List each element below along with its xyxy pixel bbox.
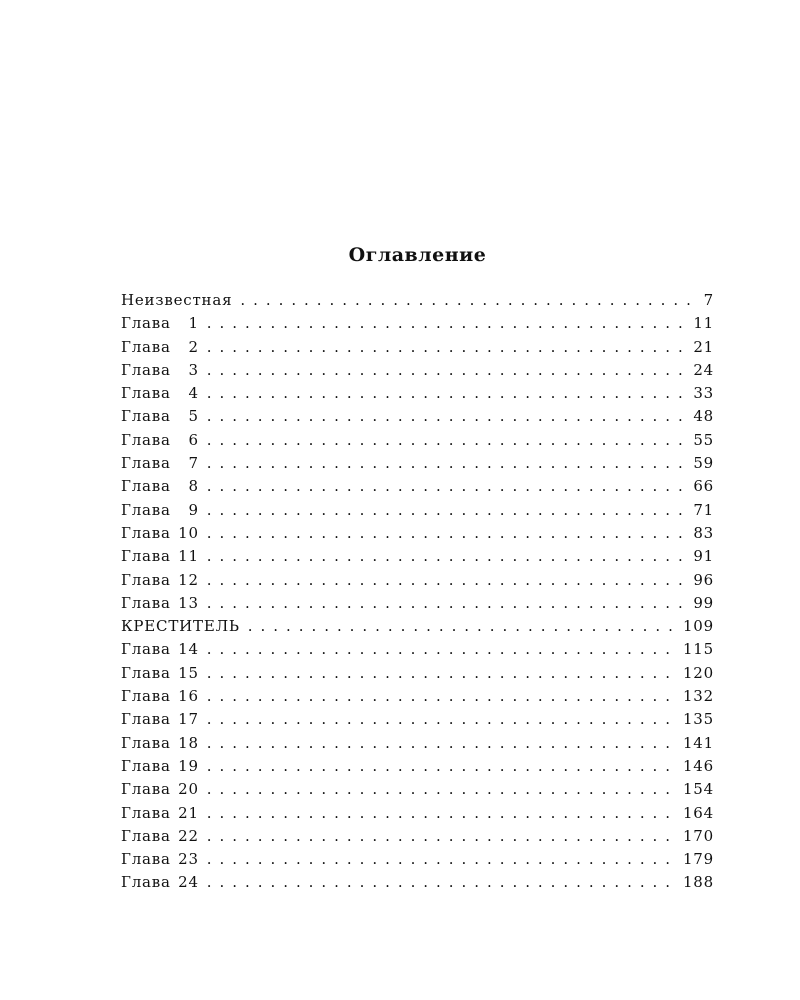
toc-page-number: 24 [693,360,714,379]
toc-entry-label [121,592,199,615]
toc-entry-number: 4 [188,384,199,403]
toc-entry-title: Глава [121,360,171,379]
dot-leader [207,405,690,428]
toc-entry-title: КРЕСТИТЕЛЬ [121,617,240,636]
dot-leader [207,778,679,801]
dot-leader [207,848,679,871]
toc-entry[interactable] [121,312,714,335]
toc-page-number: 109 [682,617,714,636]
toc-entry[interactable] [121,755,714,778]
toc-page-number: 83 [693,523,714,542]
dot-leader [207,359,690,382]
dot-leader [207,545,690,568]
toc-entry-number: 14 [178,640,199,659]
toc-entry-label [121,685,199,708]
toc-page-number: 146 [682,756,714,775]
toc-page-number: 91 [693,547,714,566]
toc-entry[interactable] [121,871,714,894]
toc-entry-number: 1 [188,314,199,333]
toc-page-number: 96 [693,570,714,589]
toc-entry-label [121,405,199,428]
toc-entry-title: Глава [121,756,171,775]
toc-page-number: 141 [682,733,714,752]
toc-entry-title: Глава [121,803,171,822]
toc-entry[interactable] [121,569,714,592]
toc-entry-label [121,569,199,592]
toc-page-number: 115 [682,640,714,659]
toc-entry-number: 23 [178,850,199,869]
toc-entry-label [121,778,199,801]
toc-entry[interactable] [121,662,714,685]
dot-leader [207,499,690,522]
dot-leader [207,755,679,778]
toc-entry-title: Глава [121,430,171,449]
toc-entry[interactable] [121,522,714,545]
dot-leader [207,871,679,894]
toc-entry-label [121,545,199,568]
toc-entry-label [121,871,199,894]
dot-leader [207,522,690,545]
toc-page-number: 99 [693,593,714,612]
dot-leader [248,615,679,638]
dot-leader [240,289,699,312]
toc-entry-number: 21 [178,803,199,822]
toc-entry-label [121,336,199,359]
toc-page-number: 66 [693,477,714,496]
table-of-contents [121,289,714,895]
dot-leader [207,662,679,685]
toc-entry[interactable] [121,452,714,475]
toc-entry[interactable] [121,405,714,428]
toc-entry[interactable] [121,545,714,568]
toc-page-number: 120 [682,663,714,682]
dot-leader [207,429,690,452]
toc-entry-title: Глава [121,710,171,729]
toc-entry-number: 2 [188,337,199,356]
toc-entry-label [121,429,199,452]
toc-entry[interactable] [121,638,714,661]
toc-entry-label [121,848,199,871]
dot-leader [207,592,690,615]
toc-entry-title: Глава [121,873,171,892]
toc-entry-label [121,802,199,825]
toc-page-number: 7 [703,291,714,309]
toc-entry-title: Глава [121,687,171,706]
toc-page-number: 170 [682,826,714,845]
toc-entry[interactable] [121,336,714,359]
toc-page-number: 55 [693,430,714,449]
toc-page-number: 164 [682,803,714,822]
toc-entry-title: Глава [121,384,171,403]
dot-leader [207,475,690,498]
toc-entry-label [121,359,199,382]
toc-entry-label [121,638,199,661]
toc-entry[interactable] [121,592,714,615]
toc-entry-title: Глава [121,593,171,612]
toc-entry-title: Неизвестная [121,291,233,309]
toc-entry-label [121,662,199,685]
toc-entry-number: 20 [178,780,199,799]
toc-entry[interactable] [121,732,714,755]
toc-entry-number: 10 [178,523,199,542]
toc-entry-title: Глава [121,826,171,845]
toc-entry-label [121,732,199,755]
dot-leader [207,452,690,475]
toc-entry-title: Глава [121,547,171,566]
dot-leader [207,569,690,592]
dot-leader [207,638,679,661]
toc-entry-number: 18 [178,733,199,752]
toc-entry[interactable] [121,289,714,312]
toc-entry-label [121,499,199,522]
toc-entry[interactable] [121,382,714,405]
toc-entry-title: Глава [121,500,171,519]
toc-entry[interactable] [121,685,714,708]
toc-page-number: 48 [693,407,714,426]
toc-entry[interactable] [121,429,714,452]
page-title: Оглавление [348,244,487,266]
toc-entry-label [121,289,232,312]
toc-entry-title: Глава [121,477,171,496]
dot-leader [207,336,690,359]
toc-entry-label [121,755,199,778]
toc-page-number: 188 [682,873,714,892]
toc-entry-label [121,452,199,475]
dot-leader [207,732,679,755]
dot-leader [207,382,690,405]
toc-page-number: 21 [693,337,714,356]
toc-entry[interactable] [121,359,714,382]
toc-entry-number: 3 [188,360,199,379]
toc-entry-label [121,382,199,405]
toc-entry-number: 12 [178,570,199,589]
toc-page-number: 179 [682,850,714,869]
toc-page-number: 59 [693,454,714,473]
dot-leader [207,312,690,335]
dot-leader [207,708,679,731]
toc-entry-title: Глава [121,337,171,356]
toc-entry-title: Глава [121,780,171,799]
toc-entry-title: Глава [121,663,171,682]
toc-entry-number: 24 [178,873,199,892]
toc-page-number: 154 [682,780,714,799]
toc-entry-number: 15 [178,663,199,682]
toc-page-number: 71 [693,500,714,519]
toc-entry-label [121,522,199,545]
toc-entry-label [121,708,199,731]
toc-entry[interactable] [121,499,714,522]
toc-page-number: 135 [682,710,714,729]
toc-entry-label [121,312,199,335]
dot-leader [207,825,679,848]
toc-entry-number: 17 [178,710,199,729]
toc-entry-title: Глава [121,523,171,542]
dot-leader [207,685,679,708]
dot-leader [207,802,679,825]
toc-entry-number: 16 [178,687,199,706]
toc-page-number: 132 [682,687,714,706]
toc-entry-number: 22 [178,826,199,845]
toc-entry-number: 11 [178,547,199,566]
toc-entry-label [121,615,240,638]
toc-entry[interactable] [121,802,714,825]
toc-entry-label [121,475,199,498]
toc-entry-title: Глава [121,407,171,426]
toc-entry-title: Глава [121,640,171,659]
toc-entry-number: 7 [188,454,199,473]
toc-entry-number: 13 [178,593,199,612]
toc-page-number: 11 [693,314,714,333]
toc-entry-number: 8 [188,477,199,496]
toc-page-number: 33 [693,384,714,403]
toc-entry-number: 5 [188,407,199,426]
toc-entry-label [121,825,199,848]
toc-entry[interactable] [121,825,714,848]
toc-entry[interactable] [121,848,714,871]
toc-entry[interactable] [121,778,714,801]
toc-entry[interactable] [121,708,714,731]
toc-entry-number: 9 [188,500,199,519]
toc-entry-title: Глава [121,850,171,869]
toc-entry-title: Глава [121,454,171,473]
toc-entry[interactable] [121,615,714,638]
toc-entry-title: Глава [121,314,171,333]
toc-entry-title: Глава [121,570,171,589]
toc-entry-title: Глава [121,733,171,752]
toc-entry-number: 19 [178,756,199,775]
toc-entry-number: 6 [188,430,199,449]
toc-entry[interactable] [121,475,714,498]
